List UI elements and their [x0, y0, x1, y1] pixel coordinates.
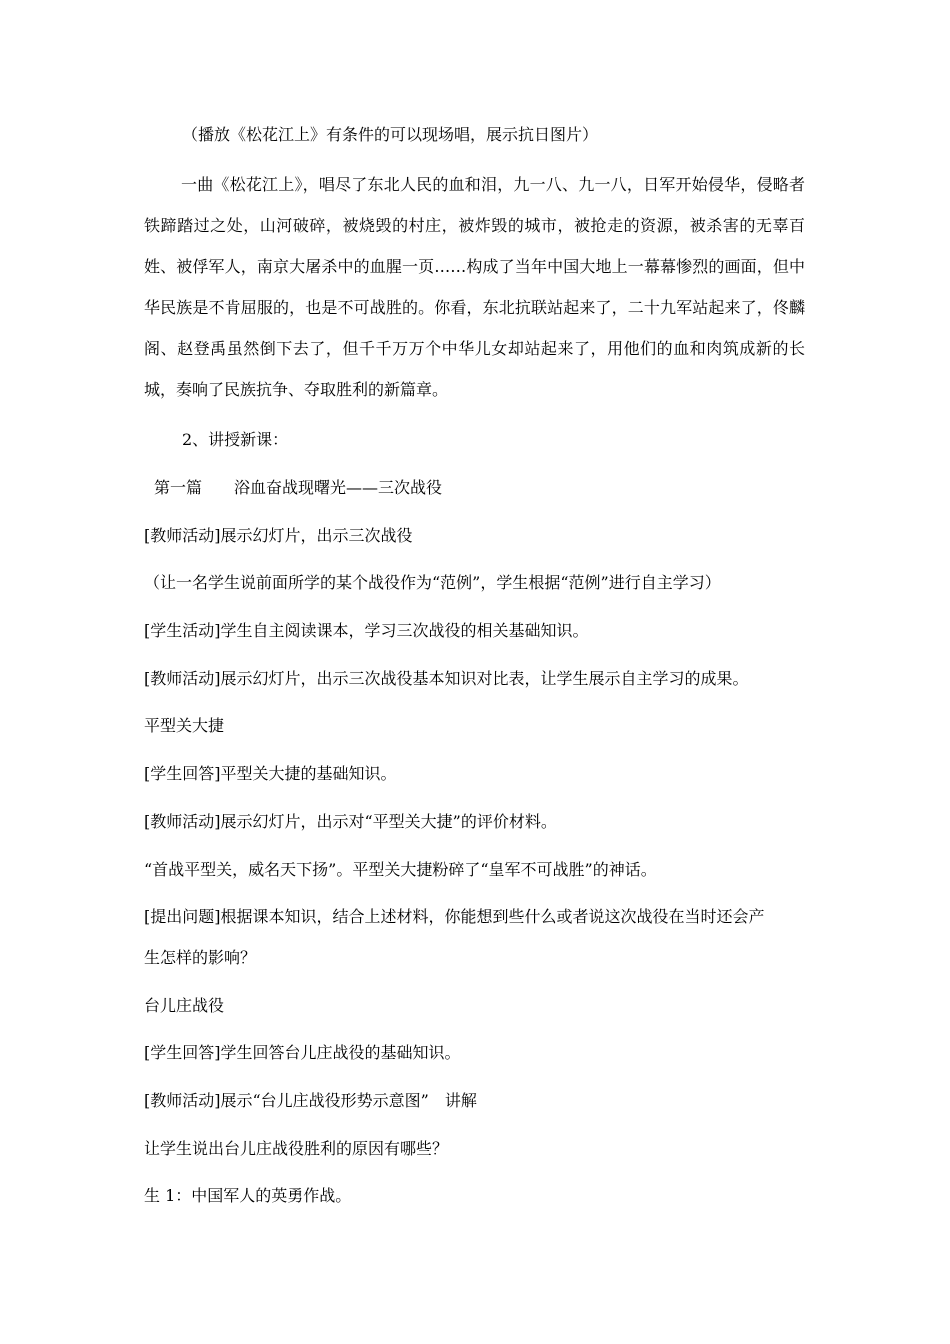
intro-paragraph: 一曲《松花江上》，唱尽了东北人民的血和泪，九一八、九一八，日军开始侵华，侵略者铁蹄踏过之处，山河破碎，被烧毁的村庄，被炸毁的城市，被抢走的资源，被杀害的无辜百姓、被俘军人，南京大屠杀中的血腥一页……构成了当年中国大地上一幕幕惨烈的画面，但中华民族是不肯屈服的，也是不可战胜的。你看，东北抗联站起来了，二十九军站起来了，佟麟阁、赵登禹虽然倒下去了，但千千万万个中华儿女却站起来了，用他们的血和肉筑成新的长城，奏响了民族抗争、夺取胜利的新篇章。	[144, 175, 805, 399]
student-reply-line: 生 1：中国军人的英勇作战。	[144, 1186, 352, 1205]
question-line: [提出问题]根据课本知识，结合上述材料，你能想到些什么或者说这次战役在当时还会产	[144, 907, 765, 926]
question-line-continued: 生怎样的影响？	[144, 948, 257, 967]
student-activity-line: [学生活动]学生自主阅读课本，学习三次战役的相关基础知识。	[144, 621, 589, 640]
section-heading: 2、讲授新课：	[182, 430, 289, 449]
teacher-activity-line: [教师活动]展示幻灯片，出示三次战役基本知识对比表，让学生展示自主学习的成果。	[144, 669, 749, 688]
student-answer-line: [学生回答]学生回答台儿庄战役的基础知识。	[144, 1043, 461, 1062]
instruction-line: （让一名学生说前面所学的某个战役作为“范例”，学生根据“范例”进行自主学习）	[144, 573, 721, 592]
subsection-title: 台儿庄战役	[144, 996, 225, 1015]
stage-note: （播放《松花江上》有条件的可以现场唱，展示抗日图片）	[182, 125, 599, 144]
subsection-title: 平型关大捷	[144, 716, 225, 735]
quote-line: “首战平型关，威名天下扬”。平型关大捷粉碎了“皇军不可战胜”的神话。	[144, 860, 657, 879]
teacher-activity-line: [教师活动]展示幻灯片，出示对“平型关大捷”的评价材料。	[144, 812, 557, 831]
chapter-heading: 第一篇 浴血奋战现曙光——三次战役	[154, 478, 443, 497]
prompt-line: 让学生说出台儿庄战役胜利的原因有哪些？	[144, 1139, 449, 1158]
student-answer-line: [学生回答]平型关大捷的基础知识。	[144, 764, 397, 783]
teacher-activity-line: [教师活动]展示幻灯片，出示三次战役	[144, 526, 413, 545]
teacher-activity-line: [教师活动]展示“台儿庄战役形势示意图” 讲解	[144, 1091, 477, 1110]
